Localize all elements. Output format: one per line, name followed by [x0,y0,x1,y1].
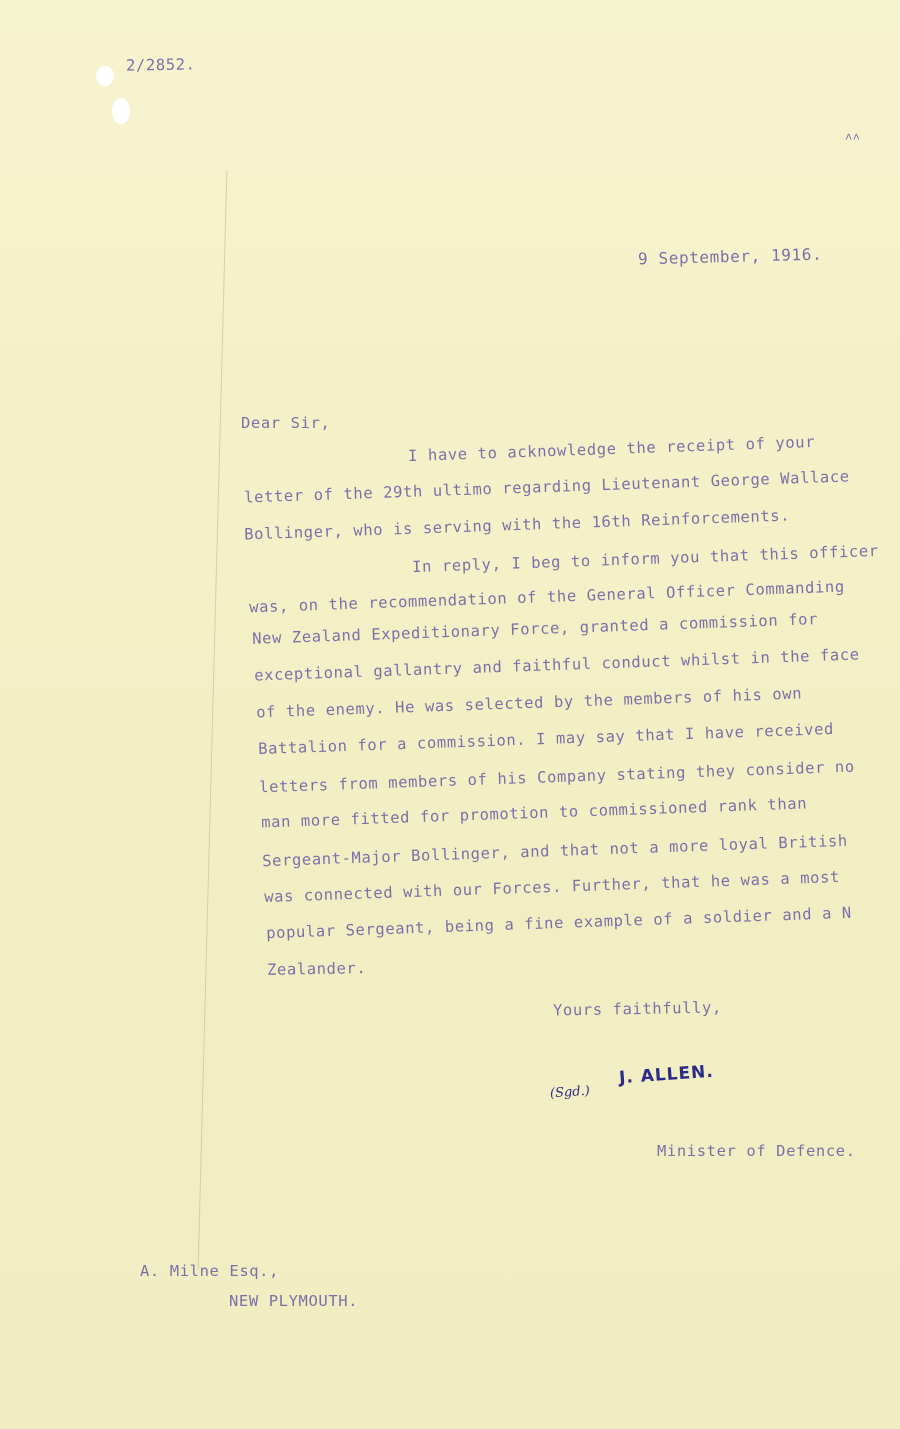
body-line: Zealander. [266,959,367,979]
punch-hole [96,66,114,86]
addressee-town: NEW PLYMOUTH. [229,1292,359,1310]
salutation: Dear Sir, [241,414,331,432]
letter-date: 9 September, 1916. [637,244,823,269]
addressee-name: A. Milne Esq., [140,1262,280,1280]
corner-mark: ˄˄ [845,130,861,144]
signature-prefix: (Sgd.) [549,1083,591,1102]
body-line: popular Sergeant, being a fine example of a soldier and a N [265,903,853,943]
body-line: letter of the 29th ultimo regarding Lieutenant George Wallace [243,467,850,507]
body-line: letters from members of his Company stating they consider no [258,757,856,797]
body-line: Sergeant-Major Bollinger, and that not a more loyal British [261,831,849,871]
body-line: was, on the recommendation of the General Officer Commanding [248,577,846,617]
body-line: New Zealand Expeditionary Force, granted a commission for [251,610,819,648]
closing: Yours faithfully, [552,998,722,1020]
body-line: In reply, I beg to inform you that this officer [411,541,879,577]
body-line: man more fitted for promotion to commissioned rank than [260,794,808,832]
file-reference: 2/2852. [125,55,196,75]
signature-name: J. ALLEN. [618,1061,715,1089]
body-line: Battalion for a commission. I may say that I have received [257,719,835,759]
body-line: of the enemy. He was selected by the members of his own [255,684,803,722]
body-line: I have to acknowledge the receipt of your [407,432,816,466]
body-line: was connected with our Forces. Further, that he was a most [263,867,841,907]
punch-hole [112,98,130,124]
body-line: exceptional gallantry and faithful conduct whilst in the face [253,645,860,685]
fold-crease [198,170,228,1270]
body-line: Bollinger, who is serving with the 16th Reinforcements. [243,506,791,544]
signatory-title: Minister of Defence. [657,1142,856,1160]
